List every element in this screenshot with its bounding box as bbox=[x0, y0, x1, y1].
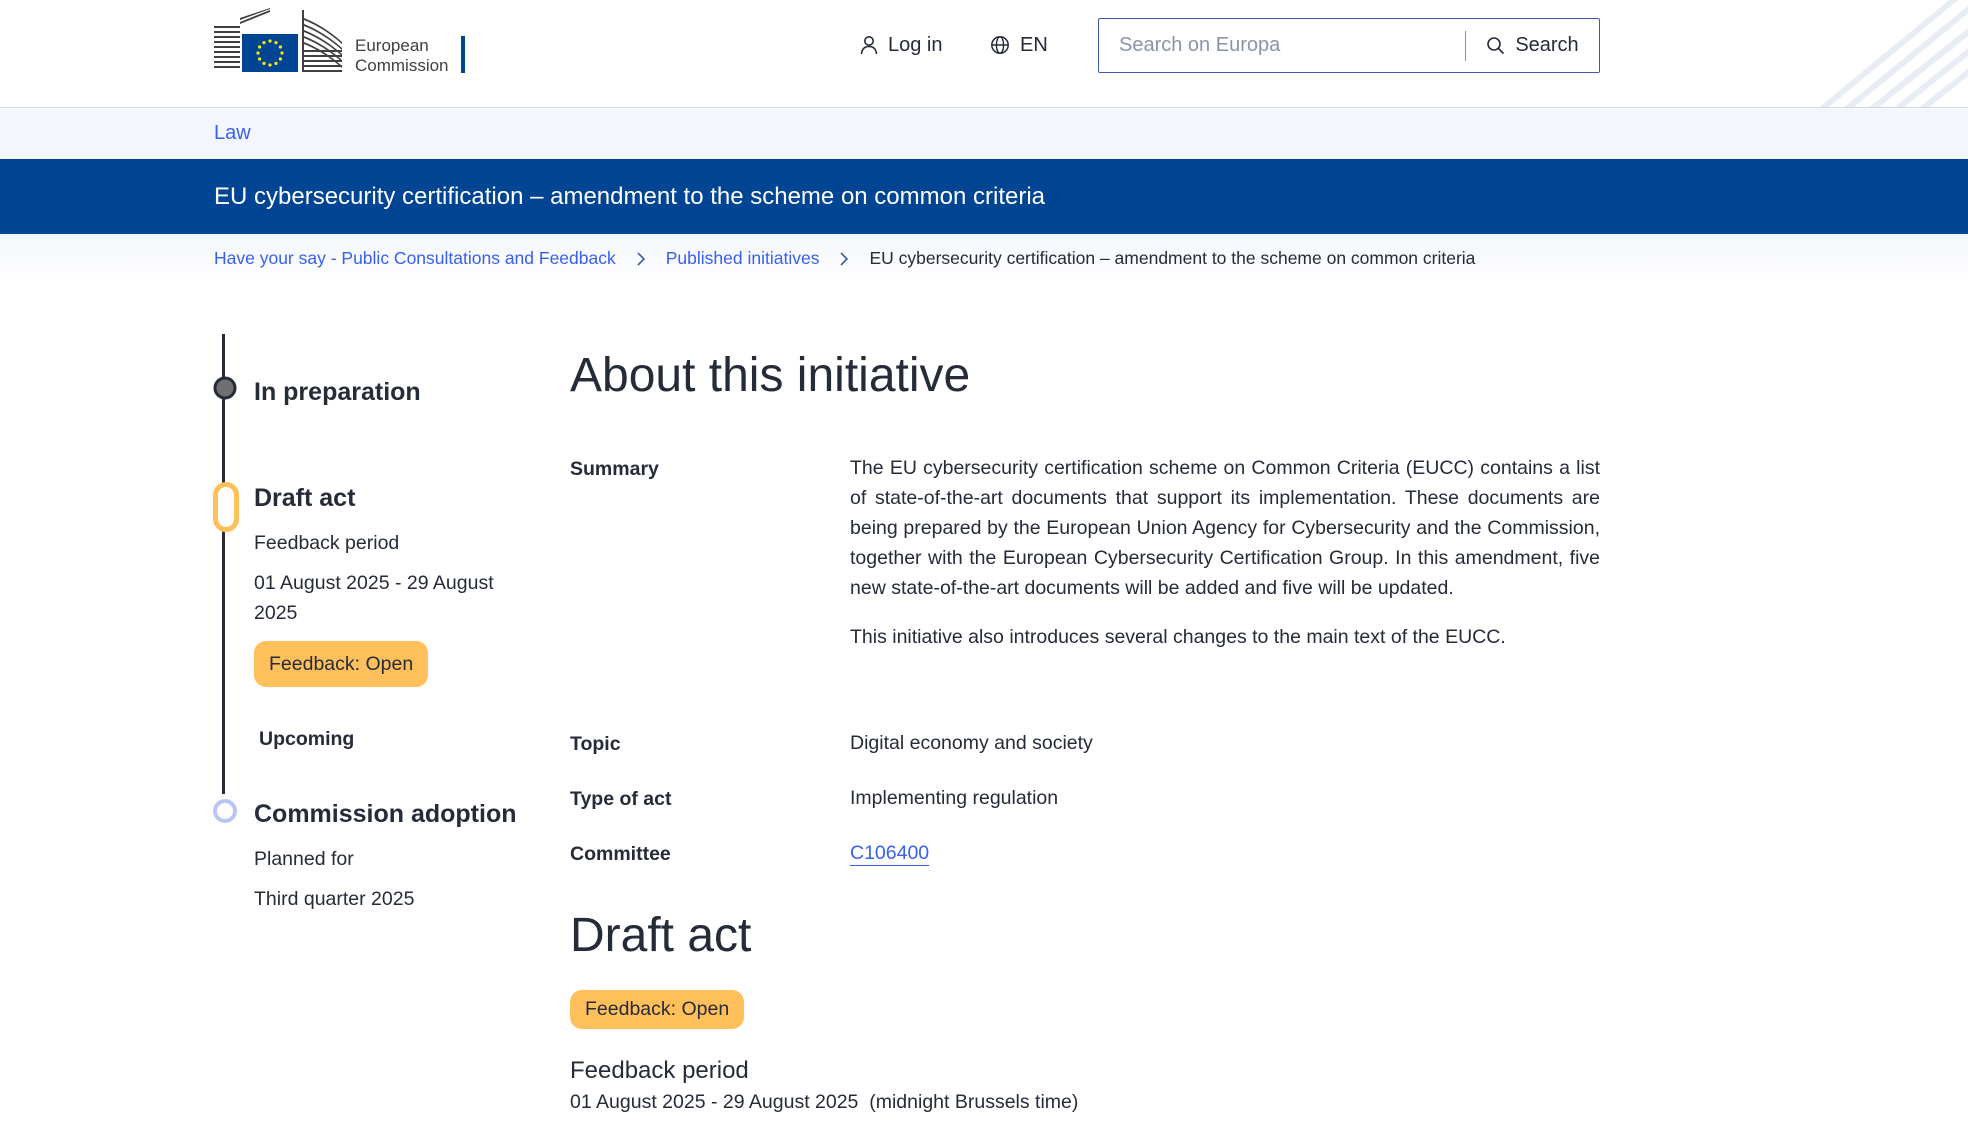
breadcrumb-item-published-initiatives[interactable]: Published initiatives bbox=[665, 248, 820, 268]
topic-label: Topic bbox=[570, 733, 621, 755]
site-name-link[interactable]: Law bbox=[214, 122, 251, 144]
page-title-bar bbox=[0, 159, 1968, 234]
initiative-timeline bbox=[214, 334, 544, 924]
login-link[interactable] bbox=[860, 30, 943, 60]
breadcrumb-area bbox=[0, 234, 1968, 284]
header-decoration bbox=[1798, 0, 1968, 108]
search-form bbox=[1098, 18, 1600, 73]
user-icon bbox=[860, 35, 878, 55]
stage-in-preparation-title: In preparation bbox=[254, 378, 421, 406]
globe-icon bbox=[990, 35, 1010, 55]
stage-planned-label: Planned for bbox=[254, 848, 354, 870]
stage-feedback-dates: 01 August 2025 - 29 August 2025 bbox=[254, 572, 494, 624]
topic-value: Digital economy and society bbox=[850, 732, 1093, 754]
draft-feedback-badge: Feedback: Open bbox=[570, 990, 744, 1029]
type-of-act-label: Type of act bbox=[570, 788, 672, 810]
timeline-upcoming-label: Upcoming bbox=[259, 728, 355, 750]
search-button-label: Search bbox=[1515, 34, 1579, 56]
summary-text bbox=[850, 453, 1600, 652]
chevron-right-icon bbox=[636, 251, 646, 267]
feedback-status-badge: Feedback: Open bbox=[254, 641, 428, 687]
stage-upcoming-icon bbox=[212, 798, 238, 824]
logo-line-commission: Commission bbox=[355, 56, 449, 75]
login-label: Log in bbox=[888, 33, 943, 56]
logo-line-european: European bbox=[355, 36, 429, 55]
draft-act-heading: Draft act bbox=[570, 909, 752, 962]
committee-link[interactable]: C106400 bbox=[850, 842, 930, 864]
summary-label: Summary bbox=[570, 458, 659, 480]
breadcrumb-item-current: EU cybersecurity certification – amendment to the scheme on common criteria bbox=[869, 248, 1476, 268]
timeline-line bbox=[222, 334, 225, 794]
logo-text bbox=[355, 36, 449, 76]
search-input[interactable] bbox=[1099, 19, 1465, 72]
draft-badge-wrap bbox=[570, 990, 744, 1029]
page-title: EU cybersecurity certification – amendment to the scheme on common criteria bbox=[214, 183, 1046, 210]
breadcrumb bbox=[214, 248, 1475, 269]
chevron-right-icon bbox=[839, 251, 849, 267]
stage-done-icon bbox=[213, 376, 237, 400]
stage-current-icon bbox=[213, 482, 239, 532]
search-button[interactable] bbox=[1466, 19, 1599, 72]
about-heading: About this initiative bbox=[570, 349, 971, 402]
breadcrumb-item-have-your-say[interactable]: Have your say - Public Consultations and Feedback bbox=[214, 248, 616, 268]
committee-value-wrap bbox=[850, 838, 1600, 868]
site-header bbox=[0, 0, 1968, 108]
feedback-period-value: 01 August 2025 - 29 August 2025 (midnight Brussels time) bbox=[570, 1091, 1079, 1113]
stage-feedback-badge-wrap bbox=[254, 641, 428, 687]
site-name-bar bbox=[0, 109, 1968, 159]
search-icon bbox=[1486, 36, 1505, 55]
feedback-period-heading: Feedback period bbox=[570, 1057, 749, 1084]
stage-commission-adoption-title: Commission adoption bbox=[254, 800, 517, 828]
language-selector[interactable] bbox=[990, 30, 1048, 60]
type-of-act-value: Implementing regulation bbox=[850, 787, 1059, 809]
logo-divider-bar bbox=[461, 36, 465, 73]
committee-label: Committee bbox=[570, 843, 671, 865]
summary-paragraph-1: The EU cybersecurity certification scheme on Common Criteria (EUCC) contains a list of state-of-the-art documents that support its implementation. These documents are being prepared by the European Union Agency for Cybersecurity and the Commission, together with the European Cybersecurity Certification Group. In this amendment, five new state-of-the-art documents will be added and five will be updated. bbox=[850, 457, 1600, 599]
stage-planned-value: Third quarter 2025 bbox=[254, 888, 415, 910]
summary-paragraph-2: This initiative also introduces several changes to the main text of the EUCC. bbox=[850, 626, 1506, 648]
stage-feedback-label: Feedback period bbox=[254, 532, 400, 554]
stage-draft-act-title: Draft act bbox=[254, 484, 356, 512]
language-label: EN bbox=[1020, 33, 1048, 56]
